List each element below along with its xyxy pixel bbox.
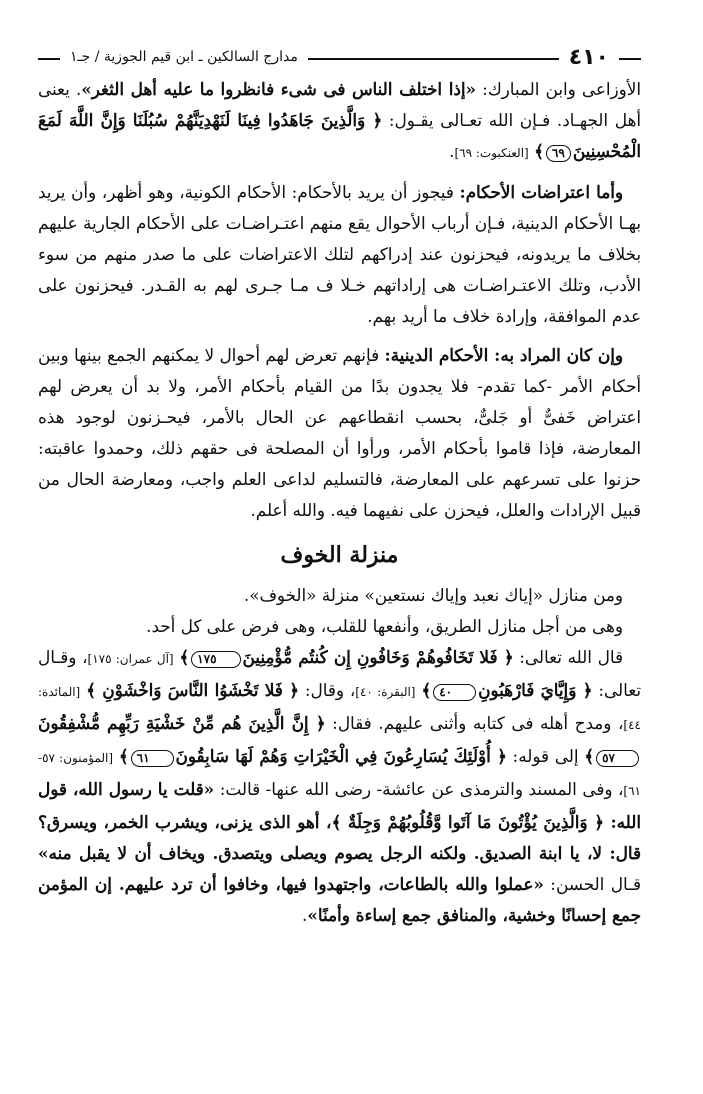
header-rule xyxy=(308,58,559,60)
p6-reference-3: [المائدة: ٤٤] xyxy=(38,685,641,732)
p6-reference-2: [البقرة: ٤٠] xyxy=(355,685,416,699)
p1-verse-reference: [العنكبوت: ٦٩] xyxy=(454,146,529,160)
p5-text: وهى من أجل منازل الطريق، وأنفعها للقلب، وهى فرض على كل أحد. xyxy=(146,616,623,636)
p6-ayah-number-2: ٤٠ xyxy=(433,684,476,701)
section-heading-fear: منزلة الخوف xyxy=(280,542,399,568)
p6-s4: ، ومدح أهله فى كتابه وأثنى عليهم. فقال: xyxy=(325,713,624,733)
paragraph-objections-rulings xyxy=(38,177,641,332)
p6-s5: إلى قوله: xyxy=(506,746,585,766)
p4-text: ومن منازل «إياك نعبد وإياك نستعين» منزلة «الخوف». xyxy=(243,585,623,605)
p3-text: فإنهم تعرض لهم أحوال لا يمكنهم الجمع بينها وبين أحكام الأمر -كما تقدم- فلا يجدون بدًا من القيام بأحكام الأمر، ولا بد أن يعرض لهم اعتراض خَفىٌّ أو جَلىٌّ، بحسب انقطاعهم عن الحال بالأمر، فيحـزنون لوجود هذه المعارضة، فإذا قاموا بأحكام الأمر، ورأوا أن المصلحة فى حقهم ذلك، وحمدوا عاقبته: حزنوا على تسرعهم على المعارضة، فالتسليم لداعى العلم واجب، ومعارضة الحال من قبيل الإرادات والعلل، فيحزن على نفيهما فيه. والله أعلم. xyxy=(38,345,641,520)
paragraph-stations xyxy=(38,580,641,611)
p6-hadith-open: «قلت يا رسول الله، قول الله: xyxy=(38,779,642,832)
p1-quran-close: ﴾ xyxy=(534,141,544,161)
p6-hadith-continue: ، أهو الذى يزنى، ويشرب الخمر، ويسرق؟ قال: لا، يا ابنة الصديق. ولكنه الرجل يصوم ويصلى ويتصدق. ويخاف أن لا يقبل منه» xyxy=(38,812,641,863)
page-number: ٤١٠ xyxy=(568,44,609,70)
running-header xyxy=(38,40,641,74)
p6-reference-5: [المؤمنون: ٥٧- ٦١] xyxy=(38,751,641,798)
paragraph-quran-evidence xyxy=(38,642,641,931)
header-dash-right xyxy=(619,58,641,60)
p1-ayah-number: ٦٩ xyxy=(546,145,571,162)
p6-verse-1: ﴿ فَلا تَخَافُوهُمْ وَخَافُونِ إِن كُنتُم مُّؤْمِنِينَ xyxy=(242,647,514,667)
p3-lead: وإن كان المراد به: الأحكام الدينية: xyxy=(384,345,623,365)
header-book-title: مدارج السالكين ـ ابن قيم الجوزية / جـ١ xyxy=(70,49,298,65)
p6-verse-5-close: ﴾ xyxy=(118,746,129,766)
p1-before: الأوزاعى وابن المبارك: xyxy=(476,79,641,99)
p6-verse-3: ﴿ فَلا تَخْشَوُا النَّاسَ وَاخْشَوْنِ ﴾ xyxy=(86,680,300,700)
p1-middle: . يعنى أهل الجهـاد. فـإن الله تعـالى يقـول: xyxy=(38,79,641,130)
p6-verse-2: ﴿ وَإِيَّايَ فَارْهَبُونِ xyxy=(478,680,593,700)
p6-verse-2-close: ﴾ xyxy=(421,680,432,700)
p2-lead: وأما اعتراضات الأحكام: xyxy=(459,182,623,202)
p6-verse-5: ﴿ أُوْلَئِكَ يُسَارِعُونَ فِي الْخَيْرَاتِ وَهُمْ لَهَا سَابِقُونَ xyxy=(175,746,507,766)
p6-s2: ، وقـال تعالى: xyxy=(38,647,642,700)
p6-verse-1-close: ﴾ xyxy=(179,647,190,667)
p6-reference-1: [آل عمران: ١٧٥] xyxy=(87,652,174,666)
p6-hasan-quote: «عملوا والله بالطاعات، واجتهدوا فيها، وخافوا أن ترد عليهم. إن المؤمن جمع إحسانًا وخشية، والمنافق جمع إساءة وأمنًا» xyxy=(38,874,641,925)
p6-s3: ، وقال: xyxy=(299,680,356,700)
p1-end: . xyxy=(449,141,455,161)
p6-verse-4: ﴿ إِنَّ الَّذِينَ هُم مِّنْ خَشْيَةِ رَبِّهِم مُّشْفِقُونَ xyxy=(38,713,326,733)
paragraph-religious-rulings xyxy=(38,340,641,526)
p6-end: . xyxy=(302,905,308,925)
p6-ayah-number-1: ١٧٥ xyxy=(191,651,240,668)
header-dash-left xyxy=(38,58,60,60)
p6-verse-4-close: ﴾ xyxy=(584,746,595,766)
p1-quran-verse: ﴿ وَالَّذِينَ جَاهَدُوا فِينَا لَنَهْدِيَنَّهُمْ سُبُلَنَا وَإِنَّ اللَّهَ لَمَعَ الْمُحْسِنِينَ xyxy=(38,110,641,161)
p6-verse-6: ﴿ وَالَّذِينَ يُؤْتُونَ مَا آتَوا وَّقُلُوبُهُمْ وَجِلَةٌ ﴾ xyxy=(331,812,604,832)
paragraph-obligation xyxy=(38,611,641,642)
p6-s1: قال الله تعالى: xyxy=(513,647,623,667)
p6-s8: قـال الحسن: xyxy=(543,874,642,894)
p6-ayah-number-4: ٥٧ xyxy=(596,750,639,767)
paragraph-awzai xyxy=(38,74,641,169)
p2-text: فيجوز أن يريد بالأحكام: الأحكام الكونية، وهو أظهر، وأن يريد بهـا الأحكام الدينية، فـإن أرباب الأحوال يقع منهم اعتـراضـات على الأحكام الجارية عليهم بخلاف ما يريدونه، فيحزنون عند إدراكهم لتلك الاعتراضات على ما صدر منهم من سوء الأدب، وتلك الاعتـراضـات هى إراداتهم خـلا ف مـا جـرى لهم به القـدر. فيحزنون على عدم الموافقة، وإرادة خلاف ما أريد بهم. xyxy=(38,182,641,326)
p6-ayah-number-5: ٦١ xyxy=(131,750,174,767)
p1-quote: «إذا اختلف الناس فى شىء فانظروا ما عليه أهل الثغر» xyxy=(81,79,477,99)
p6-s6: ، وفى المسند والترمذى عن عائشة- رضى الله عنها- قالت: xyxy=(214,779,624,799)
